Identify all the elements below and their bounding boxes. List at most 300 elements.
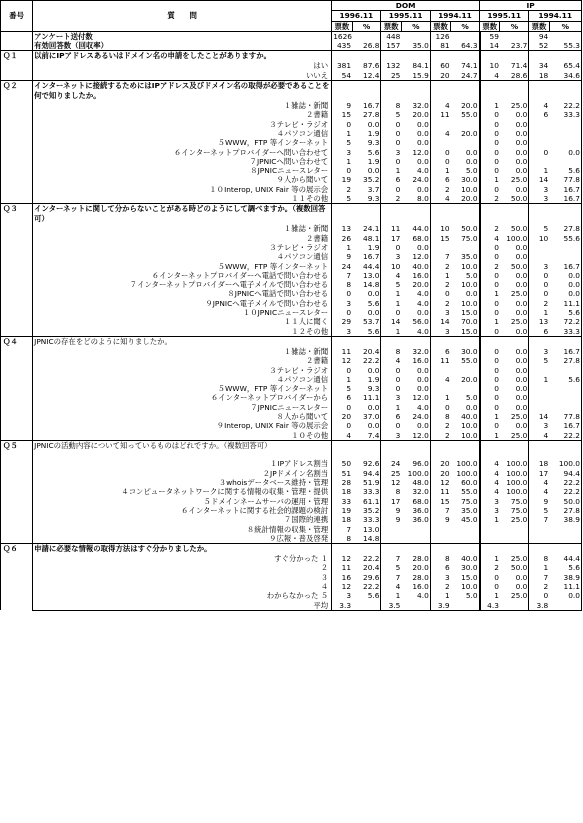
percent-cell: [549, 157, 581, 166]
percent-cell: 75.0: [461, 496, 478, 506]
count-cell: 60: [430, 61, 450, 70]
percent-cell: 100.0: [506, 233, 528, 243]
count-cell: 3: [529, 262, 549, 271]
percent-cell: 0.0: [465, 147, 478, 157]
count-cell: 2: [480, 224, 500, 233]
answer-row: [1, 299, 582, 308]
count-cell: 0: [381, 185, 401, 194]
count-cell: 3: [480, 497, 500, 506]
count-cell: [430, 525, 450, 534]
answer-label: １IPアドレス割当: [33, 459, 332, 468]
answer-label: １０Interop, UNIX Fair 等の展示会: [33, 185, 332, 194]
percent-cell: 4.0: [417, 326, 429, 336]
percent-cell: 50.0: [510, 224, 528, 234]
percent-cell: 0.0: [367, 289, 380, 299]
percent-cell: 0.0: [367, 365, 380, 375]
percent-cell: 16.7: [549, 421, 581, 430]
answer-row: [1, 327, 582, 337]
count-cell: 1: [381, 166, 401, 175]
count-cell: 8: [381, 101, 401, 110]
empty-cell: [332, 81, 352, 92]
empty-cell: [381, 450, 401, 459]
count-cell: 9: [529, 497, 549, 506]
percent-cell: 22.2: [549, 431, 581, 441]
empty-cell: [549, 544, 581, 555]
count-cell: 0: [332, 120, 352, 129]
percent-cell: 35.0: [461, 505, 478, 515]
empty-cell: [480, 336, 500, 347]
percent-cell: 36.0: [412, 515, 429, 525]
count-cell: 14: [529, 175, 549, 184]
count-cell: 1: [381, 403, 401, 412]
percent-cell: 50.0: [510, 563, 528, 573]
header-number: 番号: [1, 1, 33, 32]
percent-cell: 72.2: [549, 317, 581, 326]
count-cell: 13: [332, 224, 352, 233]
count-cell: 4: [381, 582, 401, 591]
answer-row: [1, 61, 582, 70]
header-percent: %: [549, 21, 581, 31]
percent-cell: 1.9: [367, 242, 380, 252]
percent-cell: 55.0: [461, 487, 478, 497]
percent-cell: 94.4: [549, 469, 581, 478]
percent-cell: 5.0: [465, 591, 478, 601]
count-cell: 4: [480, 459, 500, 468]
percent-cell: [500, 31, 529, 41]
percent-cell: 25.0: [510, 175, 528, 185]
count-cell: 0: [480, 421, 500, 430]
count-cell: 1626: [333, 31, 352, 41]
percent-cell: 25.0: [510, 101, 528, 111]
percent-cell: [451, 601, 480, 611]
header-percent: %: [500, 21, 529, 31]
count-cell: 6: [430, 175, 450, 184]
percent-cell: 30.0: [461, 175, 478, 185]
percent-cell: 20.0: [461, 194, 478, 204]
count-cell: 0: [529, 271, 549, 280]
percent-cell: 16.7: [549, 262, 581, 271]
count-cell: 34: [529, 61, 549, 70]
count-cell: 0: [480, 393, 500, 402]
answer-label: ２書籍: [33, 234, 332, 243]
count-cell: 3: [529, 194, 549, 204]
empty-cell: [430, 450, 450, 459]
count-cell: 1: [381, 299, 401, 308]
percent-cell: 26.8: [363, 41, 380, 51]
percent-cell: [500, 525, 529, 534]
count-cell: 11: [332, 347, 352, 356]
percent-cell: 100.0: [456, 468, 478, 478]
count-cell: [529, 393, 549, 402]
percent-cell: 0.0: [515, 110, 528, 120]
count-cell: 381: [332, 61, 352, 70]
percent-cell: 5.0: [465, 270, 478, 280]
percent-cell: 20.4: [363, 563, 380, 573]
count-cell: 2: [430, 421, 450, 430]
percent-cell: [451, 534, 480, 544]
answer-label: ７インターネットプロバイダーへ電子メイルで問い合わせる: [33, 280, 332, 289]
count-cell: 7: [430, 506, 450, 515]
count-cell: 13: [529, 317, 549, 326]
answer-label: ８人から聞いて: [33, 412, 332, 421]
answer-label: ８JPNICニュースレター: [33, 166, 332, 175]
percent-cell: 96.0: [412, 459, 429, 469]
percent-cell: 16.7: [363, 252, 380, 262]
count-cell: 10: [430, 224, 450, 233]
percent-cell: 0.0: [549, 591, 581, 600]
answer-row: [1, 157, 582, 166]
count-cell: [529, 403, 549, 412]
question-row: [1, 81, 582, 92]
count-cell: 3: [381, 252, 401, 261]
count-cell: 1: [430, 166, 450, 175]
empty-cell: [529, 544, 549, 555]
count-cell: 3: [332, 148, 352, 157]
percent-cell: 5.0: [465, 393, 478, 403]
answer-label: ２: [33, 563, 332, 572]
count-cell: [430, 384, 450, 393]
count-cell: 12: [430, 478, 450, 487]
percent-cell: 45.0: [461, 515, 478, 525]
count-cell: 6: [529, 110, 549, 119]
count-cell: 8: [430, 412, 450, 421]
empty-cell: [381, 544, 401, 555]
count-cell: 15: [332, 110, 352, 119]
count-cell: 11: [381, 224, 401, 233]
percent-cell: [549, 243, 581, 252]
empty-cell: [500, 81, 529, 92]
answer-label: ９広報・普及啓発: [33, 534, 332, 544]
empty-cell: [352, 450, 381, 459]
number-cell: [1, 41, 33, 51]
count-cell: 5: [332, 194, 352, 204]
question-number: Ｑ２: [1, 81, 33, 204]
percent-cell: 12.0: [412, 147, 429, 157]
empty-cell: [500, 544, 529, 555]
empty-cell: [451, 214, 480, 224]
empty-cell: [381, 204, 401, 215]
percent-cell: 16.7: [549, 185, 581, 194]
answer-label: １雑誌・新聞: [33, 224, 332, 233]
percent-cell: [451, 31, 480, 41]
answer-row: [1, 243, 582, 252]
percent-cell: 0.0: [417, 308, 429, 318]
percent-cell: 55.0: [461, 356, 478, 366]
percent-cell: 32.0: [412, 487, 429, 497]
count-cell: 0: [381, 129, 401, 138]
count-cell: 0: [480, 271, 500, 280]
summary-label: 有効回答数（回収率）: [33, 41, 332, 51]
count-cell: 1: [430, 393, 450, 402]
answer-row: [1, 375, 582, 384]
count-cell: 0: [381, 157, 401, 166]
count-cell: [529, 534, 549, 544]
percent-cell: 0.0: [549, 271, 581, 280]
percent-cell: 0.0: [515, 374, 528, 384]
count-cell: 52: [529, 41, 549, 51]
percent-cell: 44.0: [412, 224, 429, 234]
percent-cell: 11.1: [363, 393, 380, 403]
count-cell: 19: [332, 175, 352, 184]
answer-row: [1, 194, 582, 204]
percent-cell: 5.6: [549, 563, 581, 572]
count-cell: 5: [381, 110, 401, 119]
answer-row: [1, 554, 582, 563]
count-cell: 0: [480, 299, 500, 308]
answer-label: ４パソコン通信: [33, 252, 332, 261]
count-cell: 0: [381, 243, 401, 252]
percent-cell: 50.0: [510, 261, 528, 271]
percent-cell: 32.0: [412, 346, 429, 356]
percent-cell: 5.6: [367, 326, 380, 336]
percent-cell: 0.0: [367, 166, 380, 176]
count-cell: 0: [381, 120, 401, 129]
count-cell: 8: [381, 347, 401, 356]
percent-cell: 10.0: [461, 298, 478, 308]
percent-cell: 48.0: [412, 478, 429, 488]
count-cell: 2: [430, 280, 450, 289]
count-cell: 0: [480, 573, 500, 582]
percent-cell: [401, 525, 430, 534]
percent-cell: [401, 601, 430, 611]
count-cell: 0: [480, 327, 500, 337]
percent-cell: 28.0: [412, 572, 429, 582]
empty-cell: [500, 440, 529, 450]
answer-row: [1, 138, 582, 147]
percent-cell: 0.0: [465, 156, 478, 166]
answer-label: ９JPNICへ電子メイルで問い合わせる: [33, 299, 332, 308]
count-cell: 4: [381, 356, 401, 365]
count-cell: 2: [381, 194, 401, 204]
count-cell: 0: [529, 148, 549, 157]
empty-cell: [480, 544, 500, 555]
count-cell: 17: [381, 497, 401, 506]
empty-cell: [401, 450, 430, 459]
percent-cell: 0.0: [367, 421, 380, 431]
count-cell: 11: [430, 110, 450, 119]
count-cell: 17: [381, 234, 401, 243]
empty-cell: [549, 91, 581, 101]
empty-cell: [451, 51, 480, 62]
count-cell: 1: [480, 591, 500, 600]
count-cell: 0: [332, 308, 352, 317]
percent-cell: 0.0: [515, 252, 528, 262]
answer-row: [1, 515, 582, 524]
count-cell: 18: [332, 515, 352, 524]
percent-cell: 77.8: [549, 412, 581, 421]
percent-cell: [549, 534, 581, 544]
count-cell: 18: [529, 459, 549, 468]
answer-row: [1, 148, 582, 157]
empty-cell: [529, 440, 549, 450]
empty-cell: [480, 51, 500, 62]
count-cell: 0: [529, 289, 549, 298]
percent-cell: 16.0: [412, 270, 429, 280]
count-cell: 7: [529, 573, 549, 582]
count-cell: 25: [381, 469, 401, 478]
count-cell: 2: [430, 431, 450, 441]
answer-label: ４パソコン通信: [33, 129, 332, 138]
count-cell: 3: [381, 393, 401, 402]
count-cell: 3: [332, 299, 352, 308]
answer-row: [1, 469, 582, 478]
count-cell: 20: [332, 412, 352, 421]
empty-cell: [401, 91, 430, 101]
empty-cell: [381, 440, 401, 450]
empty-cell: [480, 81, 500, 92]
count-cell: 1: [480, 554, 500, 563]
percent-cell: 64.3: [461, 41, 478, 51]
percent-cell: 5.0: [465, 166, 478, 176]
count-cell: 16: [332, 573, 352, 582]
empty-cell: [401, 81, 430, 92]
count-cell: 7: [332, 271, 352, 280]
empty-cell: [549, 450, 581, 459]
count-cell: 0: [480, 384, 500, 393]
percent-cell: 4.0: [417, 298, 429, 308]
count-cell: 6: [381, 412, 401, 421]
count-cell: 9: [430, 515, 450, 524]
percent-cell: 28.6: [510, 70, 528, 80]
percent-cell: 44.4: [363, 261, 380, 271]
count-cell: 1: [480, 175, 500, 184]
percent-cell: 10.0: [461, 280, 478, 290]
empty-cell: [401, 204, 430, 215]
answer-row: [1, 478, 582, 487]
answer-row: [1, 110, 582, 119]
percent-cell: 16.0: [412, 356, 429, 366]
count-cell: 0: [381, 384, 401, 393]
count-cell: 9: [332, 252, 352, 261]
count-cell: 0: [332, 166, 352, 175]
percent-cell: [401, 534, 430, 544]
percent-cell: 7.4: [367, 430, 380, 440]
count-cell: 0: [480, 120, 500, 129]
percent-cell: 0.0: [515, 156, 528, 166]
answer-label: ８統計情報の収集・管理: [33, 525, 332, 534]
empty-cell: [549, 51, 581, 62]
count-cell: [381, 534, 401, 544]
percent-cell: 100.0: [506, 459, 528, 469]
percent-cell: 10.0: [461, 184, 478, 194]
header-year: 1995.11: [381, 11, 430, 21]
answer-label: ６インターネットプロバイダーへ問い合わせて: [33, 148, 332, 157]
percent-cell: 0.0: [515, 582, 528, 592]
summary-row: [1, 41, 582, 51]
percent-cell: 0.0: [417, 421, 429, 431]
percent-cell: 100.0: [456, 459, 478, 469]
answer-row: [1, 366, 582, 375]
count-cell: 7: [381, 573, 401, 582]
percent-cell: 29.6: [363, 572, 380, 582]
header-count: 票数: [332, 21, 352, 31]
count-cell: 5: [381, 563, 401, 572]
count-cell: 0: [480, 280, 500, 289]
answer-label: １１その他: [33, 194, 332, 204]
percent-cell: 0.0: [515, 128, 528, 138]
count-cell: 6: [430, 563, 450, 572]
answer-row: [1, 175, 582, 184]
count-cell: 12: [332, 582, 352, 591]
count-cell: 0: [430, 289, 450, 298]
count-cell: 24: [332, 262, 352, 271]
header-percent: %: [451, 21, 480, 31]
question-number: Ｑ４: [1, 336, 33, 440]
percent-cell: 0.0: [417, 128, 429, 138]
answer-row: [1, 224, 582, 233]
count-cell: 0: [480, 347, 500, 356]
question-row: [1, 440, 582, 450]
percent-cell: 27.8: [549, 356, 581, 365]
percent-cell: 1.9: [367, 374, 380, 384]
percent-cell: 0.0: [367, 119, 380, 129]
count-cell: 11: [430, 487, 450, 496]
percent-cell: 0.0: [417, 138, 429, 148]
question-number: Ｑ５: [1, 440, 33, 543]
percent-cell: 27.8: [363, 110, 380, 120]
percent-cell: 10.0: [461, 421, 478, 431]
percent-cell: 0.0: [367, 308, 380, 318]
answer-label: ２JPドメイン名割当: [33, 469, 332, 478]
percent-cell: 0.0: [465, 402, 478, 412]
percent-cell: 5.6: [549, 166, 581, 175]
empty-cell: [401, 544, 430, 555]
percent-cell: 16.7: [549, 194, 581, 204]
percent-cell: 0.0: [417, 156, 429, 166]
count-cell: 3.3: [332, 601, 352, 611]
count-cell: 1: [332, 375, 352, 384]
count-cell: [529, 366, 549, 375]
percent-cell: 65.4: [549, 61, 581, 70]
empty-cell: [430, 336, 450, 347]
answer-label: わからなかった ５: [33, 591, 332, 600]
percent-cell: 55.3: [549, 41, 581, 51]
count-cell: 81: [430, 41, 450, 51]
count-cell: 2: [480, 194, 500, 204]
percent-cell: 100.0: [506, 468, 528, 478]
percent-cell: 0.0: [515, 384, 528, 394]
answer-label: １０その他: [33, 431, 332, 441]
count-cell: 7: [381, 554, 401, 563]
percent-cell: 10.0: [461, 261, 478, 271]
percent-cell: 22.2: [363, 582, 380, 592]
percent-cell: 25.0: [510, 289, 528, 299]
percent-cell: [352, 601, 381, 611]
answer-label: ４コンピュータネットワークに関する情報の収集・管理・提供: [33, 487, 332, 496]
count-cell: 15: [430, 234, 450, 243]
percent-cell: 16.7: [363, 101, 380, 111]
count-cell: 20: [430, 71, 450, 81]
empty-cell: [332, 204, 352, 215]
question-row: [1, 544, 582, 555]
count-cell: 14: [529, 412, 549, 421]
percent-cell: 0.0: [549, 289, 581, 298]
percent-cell: [451, 120, 480, 129]
count-cell: 59: [480, 31, 500, 41]
percent-cell: 100.0: [407, 468, 429, 478]
question-text: JPNICの活動内容について知っているものはどれですか。（複数回答可）: [33, 440, 332, 459]
percent-cell: [451, 243, 480, 252]
count-cell: 0: [480, 157, 500, 166]
percent-cell: 12.0: [412, 393, 429, 403]
percent-cell: 0.0: [549, 148, 581, 157]
count-cell: 94: [529, 31, 549, 41]
percent-cell: 68.0: [412, 233, 429, 243]
count-cell: 0: [529, 280, 549, 289]
answer-row: [1, 563, 582, 572]
percent-cell: 15.0: [461, 572, 478, 582]
count-cell: 1: [480, 515, 500, 524]
